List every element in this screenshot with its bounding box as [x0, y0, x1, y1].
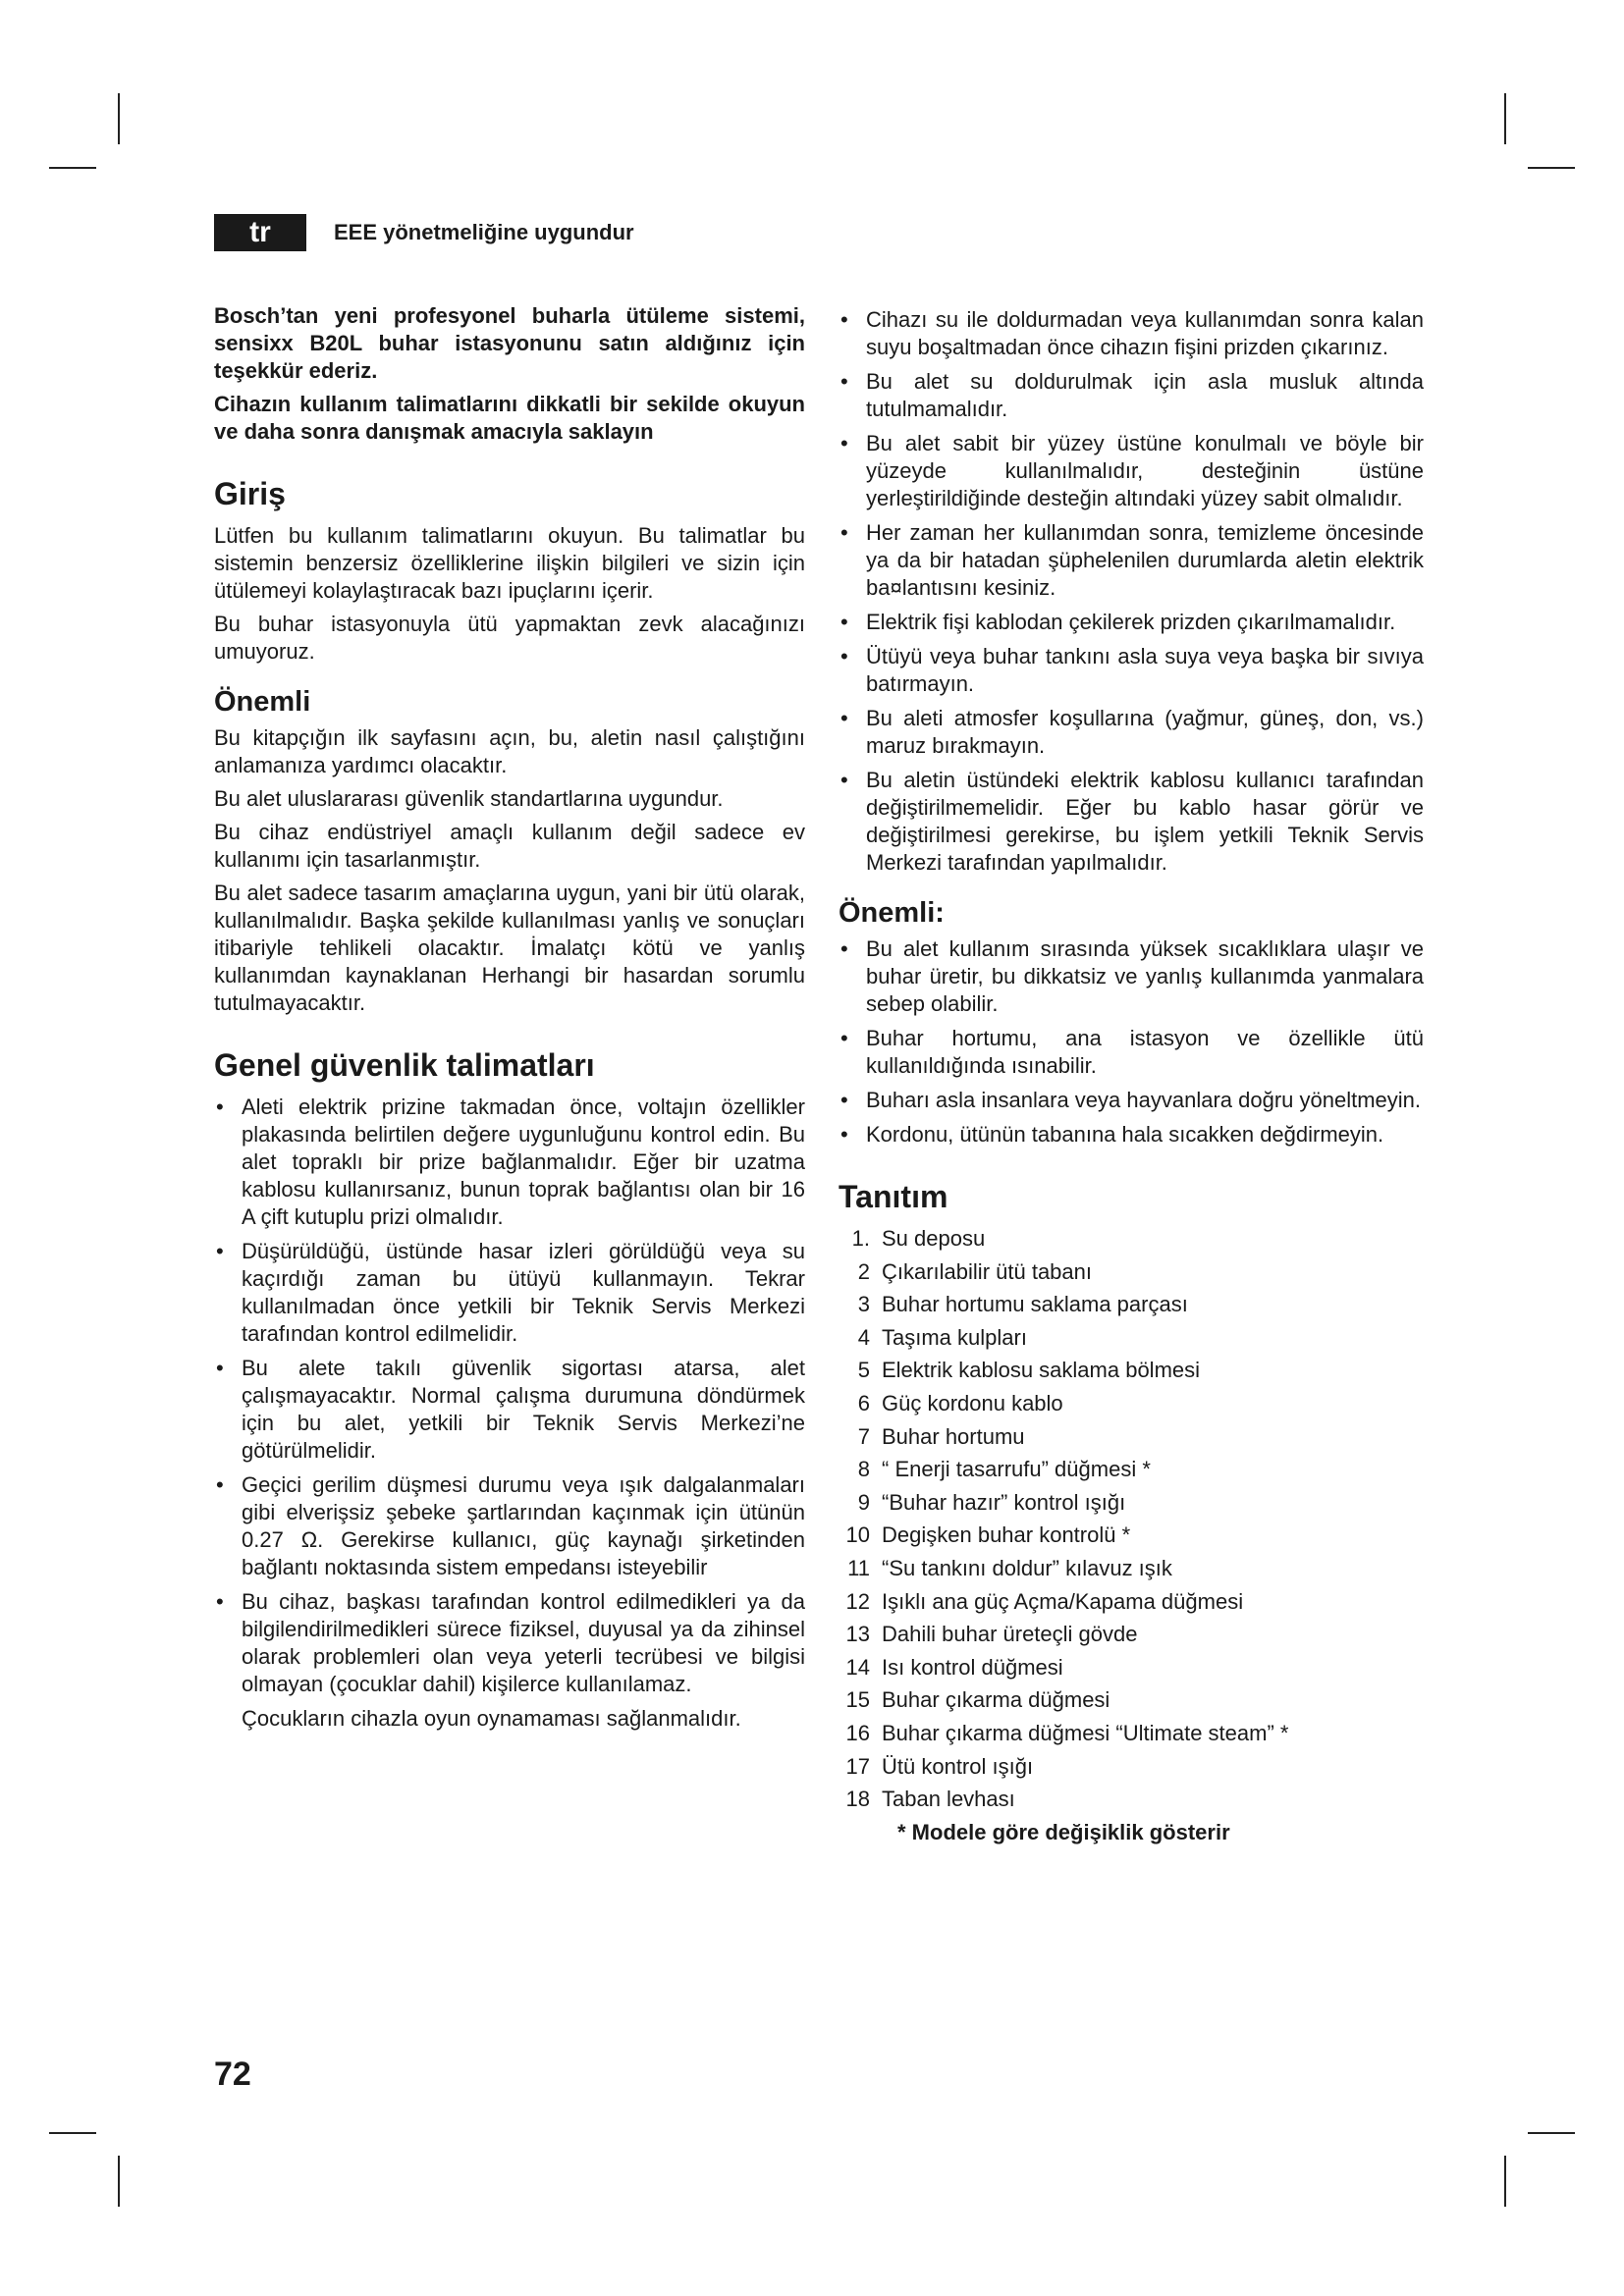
safety-list	[214, 1094, 805, 1698]
parts-number: 6	[857, 1390, 870, 1415]
parts-item	[839, 1522, 1424, 1549]
parts-number: 7	[857, 1423, 870, 1449]
crop-mark	[49, 167, 96, 169]
crop-mark	[1504, 2156, 1506, 2207]
parts-number: 15	[845, 1687, 870, 1713]
parts-item	[839, 1357, 1424, 1384]
parts-label: “Su tankını doldur” kılavuz ışık	[882, 1555, 1172, 1580]
parts-label: Taban levhası	[882, 1787, 1015, 1812]
parts-label: Işıklı ana güç Açma/Kapama düğmesi	[882, 1588, 1244, 1614]
safety-item: • Bu aletin üstündeki elektrik kablosu kullanıcı tarafından değiştirilmemelidir. Eğer bu kablo hasar görür ve değiştirilmesi gerekirse, bu işlem yetkili Teknik Servis Merkezi tarafından yapılmalıdır.	[839, 767, 1424, 877]
section-heading-safety: Genel güvenlik talimatları	[214, 1047, 595, 1083]
section-heading-onemli-2: Önemli:	[839, 897, 945, 929]
giris-paragraph: Bu buhar istasyonuyla ütü yapmaktan zevk alacağınızı umuyoruz.	[214, 612, 805, 664]
safety-item: • Elektrik fişi kablodan çekilerek prizden çıkarılmamalıdır.	[839, 609, 1424, 636]
page-number: 72	[214, 2056, 251, 2093]
parts-label: Dahili buhar üreteçli gövde	[882, 1622, 1138, 1647]
right-column	[839, 306, 1424, 1846]
safety-item: • Cihazı su ile doldurmadan veya kullanımdan sonra kalan suyu boşaltmadan önce cihazın fişini prizden çıkarınız.	[839, 306, 1424, 361]
section-heading-onemli: Önemli	[214, 686, 311, 718]
parts-number: 9	[857, 1489, 870, 1515]
safety-item: • Bu aleti atmosfer koşullarına (yağmur, güneş, don, vs.) maruz bırakmayın.	[839, 705, 1424, 760]
parts-item	[839, 1258, 1424, 1286]
warning-item: • Bu alet kullanım sırasında yüksek sıcaklıklara ulaşır ve buhar üretir, bu dikkatsiz ve yanlış kullanımda yanmalara sebep olabilir.	[839, 935, 1424, 1018]
crop-mark	[1528, 2132, 1575, 2134]
safety-item: • Bu alet sabit bir yüzey üstüne konulmalı ve böyle bir yüzeyde kullanılmalıdır, desteğinin üstüne yerleştirildiğinde desteğin altındaki yüzey sabit olmalıdır.	[839, 430, 1424, 512]
onemli-paragraph: Bu kitapçığın ilk sayfasını açın, bu, aletin nasıl çalıştığını anlamanıza yardımcı olacaktır.	[214, 725, 805, 777]
parts-label: Su deposu	[882, 1226, 986, 1251]
intro-read-instructions: Cihazın kullanım talimatlarını dikkatli bir sekilde okuyun ve daha sonra danışmak amacıyla saklayın	[214, 392, 805, 444]
safety-item: • Geçici gerilim düşmesi durumu veya ışık dalgalanmaları gibi elverişsiz şebeke şartlarından kaçınmak için ütünün 0.27 Ω. Gerekirse kullanıcı, güç kaynağı şirketinden bağlantı noktasında sistem empedansı isteyebilir	[214, 1471, 805, 1581]
parts-number: 3	[857, 1292, 870, 1317]
parts-number: 13	[845, 1622, 870, 1647]
parts-label: Güç kordonu kablo	[882, 1390, 1063, 1415]
parts-item	[839, 1588, 1424, 1616]
parts-item	[839, 1225, 1424, 1253]
children-note: Çocukların cihazla oyun oynamaması sağlanmalıdır.	[242, 1706, 741, 1731]
parts-item	[839, 1555, 1424, 1582]
safety-item: • Düşürüldüğü, üstünde hasar izleri görüldüğü veya su kaçırdığı zaman bu ütüyü kullanmayın. Tekrar kullanılmadan önce yetkili bir Teknik Servis Merkezi tarafından kontrol edilmelidir.	[214, 1238, 805, 1348]
parts-number: 11	[847, 1555, 870, 1580]
model-footnote: * Modele göre değişiklik gösterir	[897, 1819, 1230, 1844]
safety-item: • Bu alete takılı güvenlik sigortası atarsa, alet çalışmayacaktır. Normal çalışma durumuna döndürmek için bu alet, yetkili bir Teknik Servis Merkezi’ne götürülmelidir.	[214, 1355, 805, 1465]
parts-number: 17	[845, 1753, 870, 1779]
parts-number: 18	[845, 1787, 870, 1812]
header-title: EEE yönetmeliğine uygundur	[334, 220, 634, 244]
parts-number: 12	[845, 1588, 870, 1614]
parts-item	[839, 1489, 1424, 1517]
parts-label: “ Enerji tasarrufu” düğmesi *	[882, 1457, 1151, 1482]
parts-label: “Buhar hazır” kontrol ışığı	[882, 1489, 1126, 1515]
parts-label: Isı kontrol düğmesi	[882, 1654, 1063, 1680]
parts-label: Buhar çıkarma düğmesi “Ultimate steam” *	[882, 1720, 1289, 1745]
intro-thanks: Bosch’tan yeni profesyonel buharla ütüleme sistemi, sensixx B20L buhar istasyonunu satın aldığınız için teşekkür ederiz.	[214, 303, 805, 383]
parts-item	[839, 1390, 1424, 1417]
onemli-paragraph: Bu alet uluslararası güvenlik standartlarına uygundur.	[214, 786, 724, 811]
parts-label: Taşıma kulpları	[882, 1324, 1027, 1350]
parts-item	[839, 1291, 1424, 1318]
crop-mark	[118, 93, 120, 144]
parts-number: 4	[857, 1324, 870, 1350]
parts-label: Degişken buhar kontrolü *	[882, 1522, 1131, 1548]
safety-item: • Ütüyü veya buhar tankını asla suya veya başka bir sıvıya batırmayın.	[839, 643, 1424, 698]
parts-item	[839, 1324, 1424, 1352]
parts-number: 10	[845, 1522, 870, 1548]
crop-mark	[1528, 167, 1575, 169]
warning-item: • Buhar hortumu, ana istasyon ve özellikle ütü kullanıldığında ısınabilir.	[839, 1025, 1424, 1080]
parts-number: 16	[845, 1720, 870, 1745]
parts-item	[839, 1423, 1424, 1451]
parts-item	[839, 1786, 1424, 1813]
parts-number: 1.	[851, 1226, 870, 1251]
parts-label: Ütü kontrol ışığı	[882, 1753, 1034, 1779]
section-heading-giris: Giriş	[214, 476, 286, 511]
parts-item	[839, 1621, 1424, 1648]
parts-item	[839, 1753, 1424, 1781]
warning-item: • Buharı asla insanlara veya hayvanlara doğru yöneltmeyin.	[839, 1087, 1424, 1114]
left-column	[214, 302, 805, 1738]
parts-label: Buhar hortumu	[882, 1423, 1025, 1449]
crop-mark	[49, 2132, 96, 2134]
crop-mark	[1504, 93, 1506, 144]
safety-list-continued	[839, 306, 1424, 877]
warning-list	[839, 935, 1424, 1148]
safety-item: • Bu alet su doldurulmak için asla musluk altında tutulmamalıdır.	[839, 368, 1424, 423]
giris-paragraph: Lütfen bu kullanım talimatlarını okuyun. Bu talimatlar bu sistemin benzersiz özelliklerine ilişkin bilgileri ve sizin için ütülemeyi kolaylaştıracak bazı ipuçlarını içerir.	[214, 523, 805, 603]
parts-item	[839, 1686, 1424, 1714]
parts-label: Elektrik kablosu saklama bölmesi	[882, 1358, 1201, 1383]
parts-number: 14	[845, 1654, 870, 1680]
parts-item	[839, 1456, 1424, 1483]
parts-item	[839, 1720, 1424, 1747]
parts-label: Buhar çıkarma düğmesi	[882, 1687, 1110, 1713]
parts-number: 2	[857, 1258, 870, 1284]
safety-item: • Bu cihaz, başkası tarafından kontrol edilmedikleri ya da bilgilendirilmedikleri sürece fiziksel, duyusal ya da zihinsel olarak problemleri olan veya yeterli tecrübesi ve bilgisi olmayan (çocuklar dahil) kişilerce kullanılamaz.	[214, 1588, 805, 1698]
crop-mark	[118, 2156, 120, 2207]
parts-number: 8	[857, 1457, 870, 1482]
safety-item: • Aleti elektrik prizine takmadan önce, voltajın özellikler plakasında belirtilen değere uygunluğunu kontrol edin. Bu alet topraklı bir prize bağlanmalıdır. Eğer bir uzatma kablosu kullanırsanız, bunun toprak bağlantısı olan bir 16 A çift kutuplu prizi olmalıdır.	[214, 1094, 805, 1231]
warning-item: • Kordonu, ütünün tabanına hala sıcakken değdirmeyin.	[839, 1121, 1424, 1148]
parts-item	[839, 1654, 1424, 1682]
parts-number: 5	[857, 1358, 870, 1383]
section-heading-tanitim: Tanıtım	[839, 1179, 948, 1214]
parts-list	[839, 1225, 1424, 1813]
language-tag: tr	[214, 214, 306, 251]
safety-item: • Her zaman her kullanımdan sonra, temizleme öncesinde ya da bir hatadan şüphelenilen durumlarda aletin elektrik ba¤lantısını kesiniz.	[839, 519, 1424, 602]
onemli-paragraph: Bu cihaz endüstriyel amaçlı kullanım değil sadece ev kullanımı için tasarlanmıştır.	[214, 820, 805, 872]
onemli-paragraph: Bu alet sadece tasarım amaçlarına uygun, yani bir ütü olarak, kullanılmalıdır. Başka şekilde kullanılması yanlış ve sonuçları itibariyle tehlikeli olacaktır. İmalatçı kötü ve yanlış kullanımdan kaynaklanan Herhangi bir hasardan sorumlu tutulmayacaktır.	[214, 881, 805, 1015]
parts-label: Çıkarılabilir ütü tabanı	[882, 1258, 1092, 1284]
parts-label: Buhar hortumu saklama parçası	[882, 1292, 1188, 1317]
